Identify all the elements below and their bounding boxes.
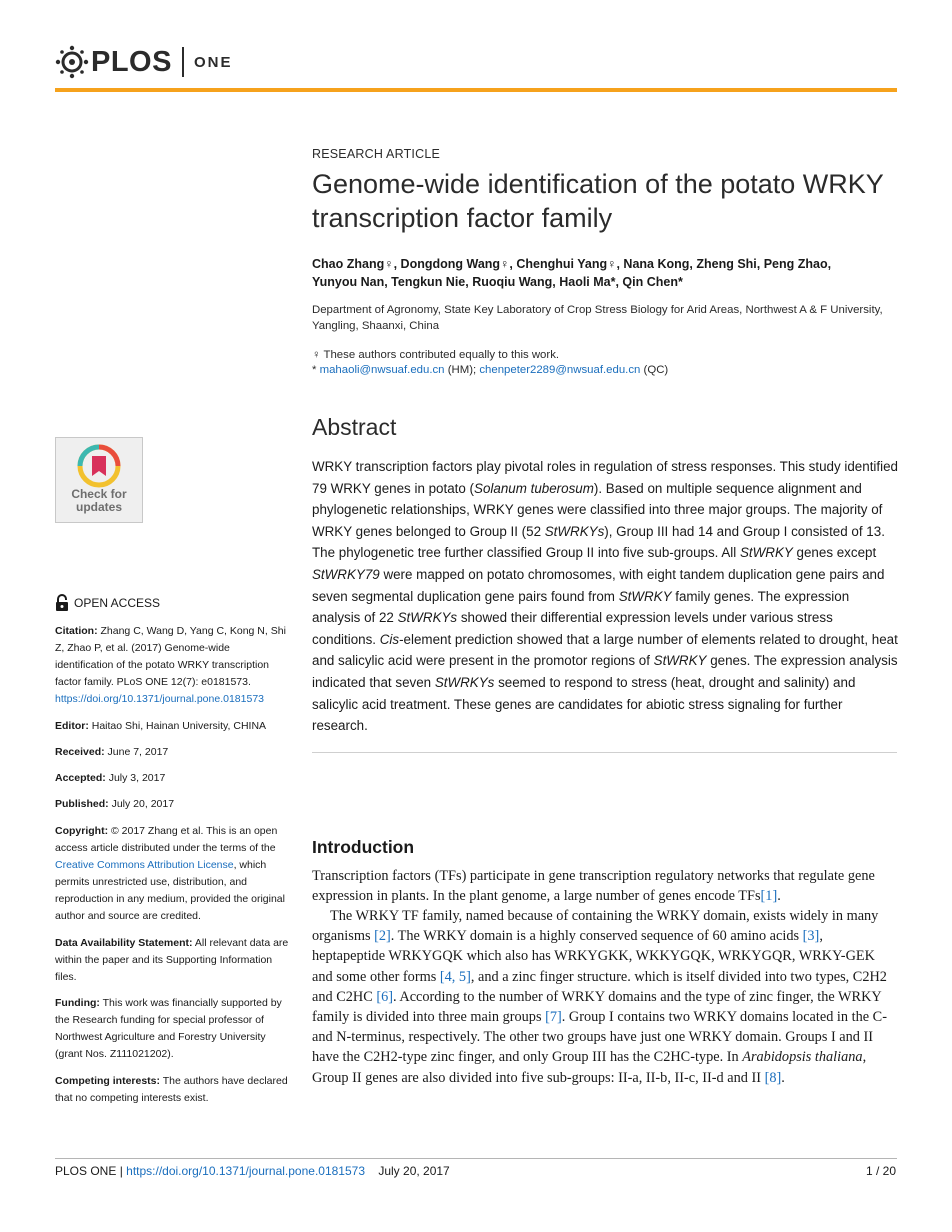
article-type: RESEARCH ARTICLE xyxy=(312,147,441,161)
reference-link[interactable]: [6] xyxy=(376,988,394,1005)
introduction-heading: Introduction xyxy=(312,837,415,857)
editor: Editor: Haitao Shi, Hainan University, CHINA xyxy=(55,720,267,732)
author-notes xyxy=(312,348,892,378)
footer-doi-link[interactable]: https://doi.org/10.1371/journal.pone.0181573 xyxy=(126,1164,365,1178)
plos-one-logo[interactable] xyxy=(55,40,232,84)
logo-plos-text: PLOS xyxy=(91,45,172,78)
check-for-updates-button[interactable] xyxy=(55,437,143,523)
email-link-qc[interactable]: chenpeter2289@nwsuaf.edu.cn xyxy=(479,364,641,376)
footer-citation: PLOS ONE | https://doi.org/10.1371/journal.pone.0181573 July 20, 2017 xyxy=(55,1164,450,1178)
logo-divider xyxy=(182,47,184,77)
footer-divider xyxy=(55,1158,897,1159)
citation: Citation: Zhang C, Wang D, Yang C, Kong N, Shi Z, Zhao P, et al. (2017) Genome-wide identification of the potato WRKY transcription factor family. PLoS ONE 12(7): e0181573. https://doi.org/10.1371/journal.pone.0181573 xyxy=(55,625,286,705)
open-access-label xyxy=(55,594,160,612)
reference-link[interactable]: [3] xyxy=(802,928,820,945)
accepted-date: Accepted: July 3, 2017 xyxy=(55,772,166,784)
open-access-text: OPEN ACCESS xyxy=(74,596,161,610)
reference-link[interactable]: [2] xyxy=(374,928,391,945)
equal-contribution-text: These authors contributed equally to this work. xyxy=(323,349,560,361)
author-line-1: Chao Zhang♀, Dongdong Wang♀, Chenghui Yang♀, Nana Kong, Zheng Shi, Peng Zhao, xyxy=(312,257,832,271)
logo-one-text: ONE xyxy=(193,53,233,71)
author-list xyxy=(312,255,902,291)
equal-contribution-note xyxy=(312,348,892,363)
correspondence-marker: * xyxy=(312,364,317,376)
email-link-hm[interactable]: mahaoli@nwsuaf.edu.cn xyxy=(319,364,445,376)
intro-paragraph-1: Transcription factors (TFs) participate in gene transcription regulatory networks that regulate gene expression in plants. In the plant genome, a large number of genes encode TFs[1]. xyxy=(312,868,875,905)
published-date: Published: July 20, 2017 xyxy=(55,798,175,810)
data-availability: Data Availability Statement: All relevant data are within the paper and its Supporting Information files. xyxy=(55,937,289,983)
abstract-heading: Abstract xyxy=(312,414,397,440)
competing-interests: Competing interests: The authors have declared that no competing interests exist. xyxy=(55,1075,288,1104)
open-lock-icon xyxy=(55,594,69,612)
author-line-2: Yunyou Nan, Tengkun Nie, Ruoqiu Wang, Haoli Ma*, Qin Chen* xyxy=(312,275,683,289)
funding: Funding: This work was financially supported by the Research funding for special professor of Northwest Agriculture and Forestry University (grant Nos. Z111021202). xyxy=(55,997,282,1060)
footer-date: July 20, 2017 xyxy=(378,1164,450,1178)
reference-link[interactable]: [1] xyxy=(760,888,778,905)
header-accent-bar xyxy=(55,88,897,92)
abstract-text: WRKY transcription factors play pivotal roles in regulation of stress responses. This study identified 79 WRKY genes in potato (Solanum tuberosum). Based on multiple sequence alignment and phylogenetic relationships, WRKY genes were classified into three major groups. The majority of WRKY genes belonged to Group II (52 StWRKYs), Group III had 14 and Group I consisted of 13. The phylogenetic tree further classified Group II into five sub-groups. All StWRKY genes except StWRKY79 were mapped on potato chromosomes, with eight tandem duplication gene pairs and seven segmental duplication gene pairs found from StWRKY family genes. The expression analysis of 22 StWRKYs showed their differential expression levels under various stress conditions. Cis-element prediction showed that a large number of elements related to drought, heat and salicylic acid were present in the promotor regions of StWRKY genes. The expression analysis indicated that seven StWRKYs seemed to respond to stress (heat, drought and salinity) and salicylic acid treatment. These genes are candidates for abiotic stress signaling for further research. xyxy=(312,459,898,734)
email-tag-qc: (QC) xyxy=(643,364,669,376)
license-link[interactable]: Creative Commons Attribution License xyxy=(55,859,234,871)
check-updates-icon xyxy=(77,444,121,488)
received-date: Received: June 7, 2017 xyxy=(55,746,169,758)
copyright: Copyright: © 2017 Zhang et al. This is an open access article distributed under the terms of the Creative Commons Attribution License, which permits unrestricted use, distribution, and reproduction in any medium, provided the original author and source are credited. xyxy=(55,825,285,922)
check-updates-label: Check for updates xyxy=(71,487,127,514)
abstract-divider xyxy=(312,752,897,753)
plos-logo-mark-icon xyxy=(55,45,89,79)
citation-doi-link[interactable]: https://doi.org/10.1371/journal.pone.0181573 xyxy=(55,693,265,705)
reference-link[interactable]: [4, 5] xyxy=(439,968,471,985)
correspondence-note xyxy=(312,363,892,378)
equal-contribution-icon: ♀ xyxy=(312,349,321,361)
article-title: Genome-wide identification of the potato WRKY transcription factor family xyxy=(312,169,884,233)
affiliation: Department of Agronomy, State Key Laboratory of Crop Stress Biology for Arid Areas, Northwest A & F University, Yangling, Shaanxi, China xyxy=(312,304,883,332)
page-number: 1 / 20 xyxy=(865,1164,896,1178)
intro-paragraph-2: The WRKY TF family, named because of containing the WRKY domain, exists widely in many organisms [2]. The WRKY domain is a highly conserved sequence of 60 amino acids [3], heptapeptide WRKYGQK which also has WRKYGKK, WKKYGQK, WRKYGQR, WRKY-GEK and some other forms [4, 5], and a zinc finger structure. which is itself divided into two types, C2H2 and C2HC [6]. According to the number of WRKY domains and the type of zinc finger, the WRKY family is divided into three main groups [7]. Group I contains two WRKY domains located in the C- and N-terminus, respectively. The other two groups have just one WRKY domain. Groups I and II have the C2H2-type zinc finger, and only Group III has the C2HC-type. In Arabidopsis thaliana, Group II genes are also divided into five sub-groups: II-a, II-b, II-c, II-d and II [8]. xyxy=(312,908,887,1086)
reference-link[interactable]: [7] xyxy=(545,1009,562,1026)
reference-link[interactable]: [8] xyxy=(764,1069,782,1086)
email-tag-hm: (HM); xyxy=(447,364,477,376)
